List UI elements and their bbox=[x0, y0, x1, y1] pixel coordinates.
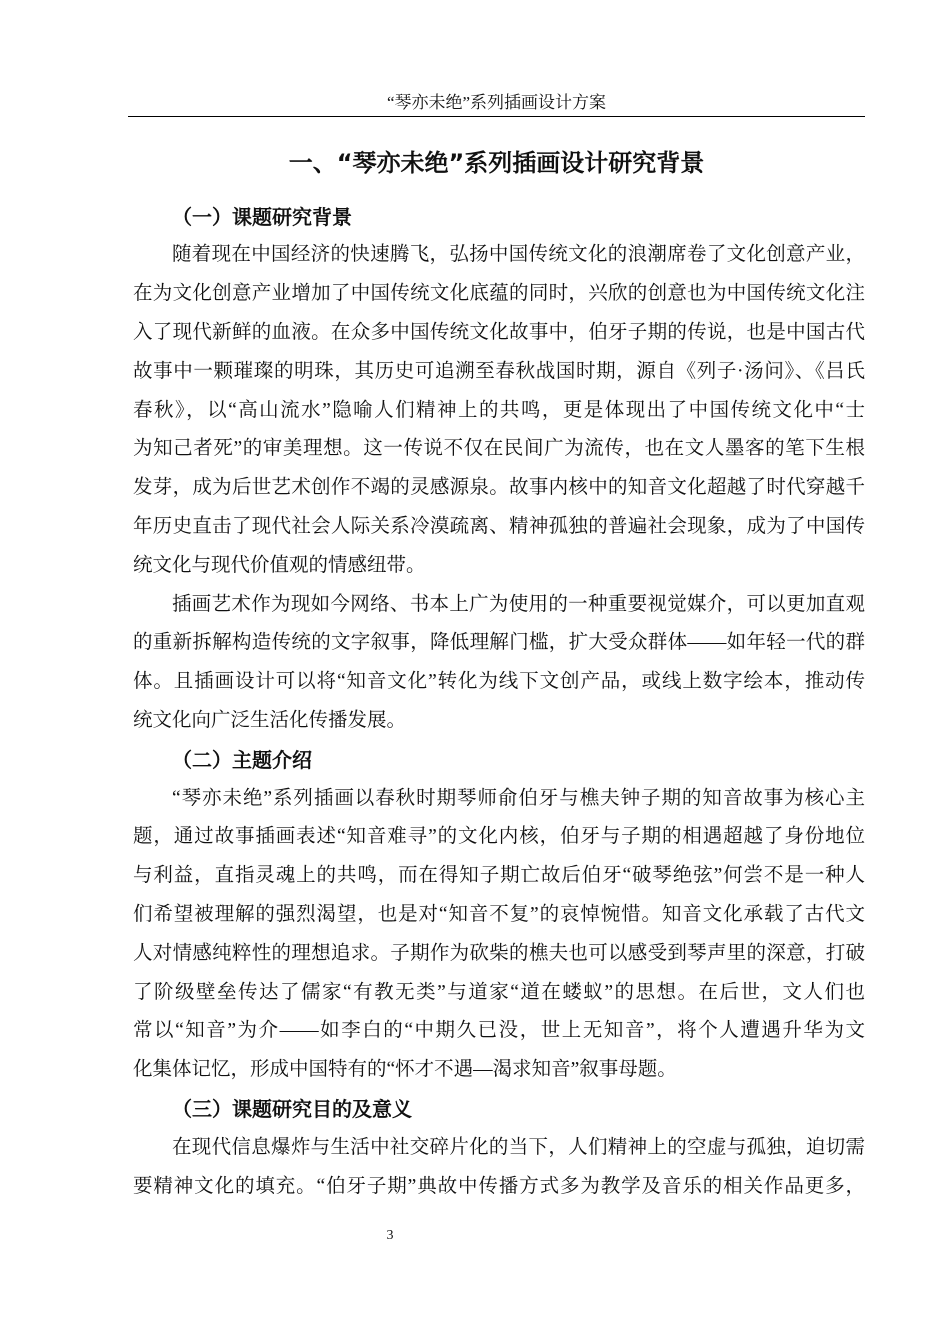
paragraph-line: 统文化向广泛生活化传播发展。 bbox=[133, 709, 407, 731]
paragraph-line: 了阶级壁垒传达了儒家“有教无类”与道家“道在蝼蚁”的思想。在后世，文人们也 bbox=[133, 981, 865, 1003]
paragraph-line: 化集体记忆，形成中国特有的“怀才不遇—渴求知音”叙事母题。 bbox=[133, 1059, 677, 1081]
paragraph-line: 在为文化创意产业增加了中国传统文化底蕴的同时，兴欣的创意也为中国传统文化注 bbox=[133, 283, 865, 305]
paragraph-line: 为知己者死”的审美理想。这一传说不仅在民间广为流传，也在文人墨客的笔下生根 bbox=[133, 438, 865, 460]
document-body bbox=[133, 198, 865, 1207]
paragraph-line: 要精神文化的填充。“伯牙子期”典故中传播方式多为教学及音乐的相关作品更多， bbox=[133, 1175, 865, 1197]
paragraph-line: 春秋》，以“高山流水”隐喻人们精神上的共鸣，更是体现出了中国传统文化中“士 bbox=[133, 399, 865, 421]
page-number: 3 bbox=[386, 1228, 394, 1243]
paragraph-line: 发芽，成为后世艺术创作不竭的灵感源泉。故事内核中的知音文化超越了时代穿越千 bbox=[133, 477, 865, 499]
paragraph-line: 统文化与现代价值观的情感纽带。 bbox=[133, 554, 426, 576]
paragraph-line: 在现代信息爆炸与生活中社交碎片化的当下，人们精神上的空虚与孤独，迫切需 bbox=[172, 1136, 865, 1158]
running-header: “琴亦未绝”系列插画设计方案 bbox=[386, 93, 607, 112]
paragraph-line: 题，通过故事插画表述“知音难寻”的文化内核，伯牙与子期的相遇超越了身份地位 bbox=[133, 826, 865, 848]
paragraph-line: 与利益，直指灵魂上的共鸣，而在得知子期亡故后伯牙“破琴绝弦”何尝不是一种人 bbox=[133, 865, 865, 887]
paragraph-line: “琴亦未绝”系列插画以春秋时期琴师俞伯牙与樵夫钟子期的知音故事为核心主 bbox=[172, 787, 865, 809]
paragraph-line: 入了现代新鲜的血液。在众多中国传统文化故事中，伯牙子期的传说，也是中国古代 bbox=[133, 321, 865, 343]
section-heading: （一）课题研究背景 bbox=[172, 204, 352, 229]
paragraph-line: 的重新拆解构造传统的文字叙事，降低理解门槛，扩大受众群体——如年轻一代的群 bbox=[133, 632, 865, 654]
paragraph-line: 年历史直击了现代社会人际关系冷漠疏离、精神孤独的普遍社会现象，成为了中国传 bbox=[133, 515, 865, 537]
header-divider bbox=[128, 116, 865, 117]
paragraph-line: 随着现在中国经济的快速腾飞，弘扬中国传统文化的浪潮席卷了文化创意产业， bbox=[172, 244, 865, 266]
section-heading: （二）主题介绍 bbox=[172, 747, 312, 772]
paragraph-line: 体。且插画设计可以将“知音文化”转化为线下文创产品，或线上数字绘本，推动传 bbox=[133, 671, 865, 693]
paragraph-line: 们希望被理解的强烈渴望，也是对“知音不复”的哀悼惋惜。知音文化承载了古代文 bbox=[133, 903, 865, 925]
paragraph-line: 插画艺术作为现如今网络、书本上广为使用的一种重要视觉媒介，可以更加直观 bbox=[172, 593, 865, 615]
paragraph-line: 人对情感纯粹性的理想追求。子期作为砍柴的樵夫也可以感受到琴声里的深意，打破 bbox=[133, 942, 865, 964]
paragraph-line: 故事中一颗璀璨的明珠，其历史可追溯至春秋战国时期，源自《列子·汤问》、《吕氏 bbox=[133, 360, 865, 382]
section-heading: （三）课题研究目的及意义 bbox=[172, 1096, 412, 1121]
paragraph-line: 常以“知音”为介——如李白的“中期久已没，世上无知音”，将个人遭遇升华为文 bbox=[133, 1020, 865, 1042]
chapter-title: 一、“琴亦未绝”系列插画设计研究背景 bbox=[288, 149, 705, 177]
